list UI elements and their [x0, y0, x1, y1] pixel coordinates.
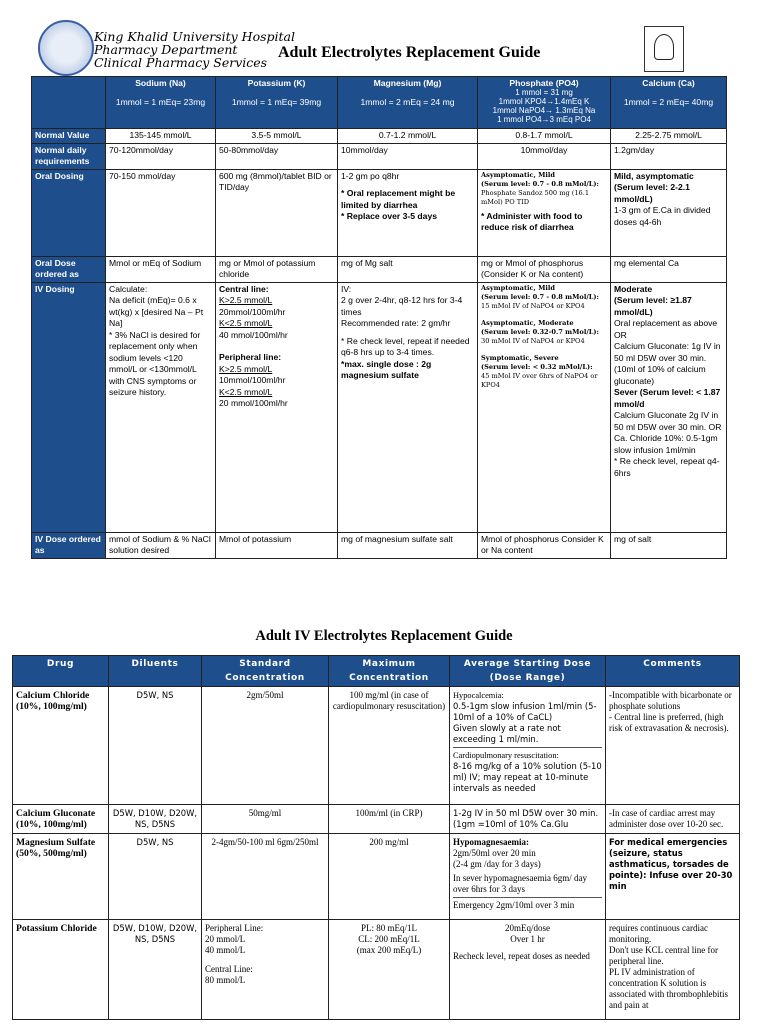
- col-comments: Comments: [606, 656, 740, 687]
- hospital-name-block: [94, 30, 295, 69]
- row-magnesium-sulfate: Magnesium Sulfate (50%, 500mg/ml) D5W, NS 2-4gm/50-100 ml 6gm/250ml 200 mg/ml Hypomagnesaemia: 2gm/50ml over 20 min (2-4 gm /day for 3 days) In sever hypomagnesaemia 6gm/ day over 6hrs for 3 days Emergency 2gm/10ml over 3 min For medical emergencies (seizure, status asthmaticus, torsades de pointe): Infuse over 20-30 min: [13, 834, 740, 920]
- col-phosphate: Phosphate (PO4) 1 mmol = 31 mg 1mmol KPO4→1.4mEq K 1mmol NaPO4→ 1.3mEq Na 1 mmol PO4→3 mEq PO4: [478, 77, 611, 129]
- row-iv-dosing: IV Dosing Calculate: Na deficit (mEq)= 0.6 x wt(kg) x [desired Na – Pt Na] * 3% NaCl is desired for replacement only when sodium levels <120 mmol/L or <130mmol/L with CNS symptoms or seizure history. Central line: K>2.5 mmol/L 20mmol/100ml/hr K<2.5 mmol/L 40 mmol/100ml/hr Peripheral line: K>2.5 mmol/L 10mmol/100ml/hr K<2.5 mmol/L 20 mmol/100ml/hr IV: 2 g over 2-4hr, q8-12 hrs for 3-4 times Recommended rate: 2 gm/hr * Re check level, repeat if needed q6-8 hrs up to 3-4 times. *max. single dose : 2g magnesium sulfate Asymptomatic, Mild (Serum level: 0.7 - 0.8 mMol/L): 15 mMol IV of NaPO4 or KPO4 Asymptomatic, Moderate (Serum level: 0.32-0.7 mMol/L): 30 mMol IV of NaPO4 or KPO4 Symptomatic, Severe (Serum level: < 0.32 mMol/L): 45 mMol IV over 6hrs of NaPO4 or KPO4 Moderate (Serum level: ≥1.87 mmol/dL) Oral replacement as above OR Calcium Gluconate: 1g IV in 50 ml D5W over 30 min. (10ml of 10% of calcium gluconate) Sever (Serum level: < 1.87 mmol/d Calcium Gluconate 2g IV in 50 ml D5W over 30 min. OR Ca. Chloride 10%: 0.5-1gm slow infusion 1ml/min * Re check level, repeat q4-6hrs: [32, 282, 727, 532]
- row-daily-requirements: Normal daily requirements 70-120mmol/day 50-80mmol/day 10mmol/day 10mmol/day 1.2gm/day: [32, 143, 727, 169]
- col-calcium: Calcium (Ca) 1mmol = 2 mEq= 40mg: [611, 77, 727, 129]
- row-potassium-chloride: Potassium Chloride D5W, D10W, D20W, NS, D5NS Peripheral Line: 20 mmol/L 40 mmol/L Central Line: 80 mmol/L PL: 80 mEq/1L CL: 200 mEq/1L (max 200 mEq/L) 20mEq/dose Over 1 hr Recheck level, repeat doses as needed requires continuous cardiac monitoring. Don't use KCL central line for peripheral line. PL IV administration of concentration K solution is associated with thrombophlebitis and pain at: [13, 920, 740, 1020]
- service-name: Clinical Pharmacy Services: [94, 55, 268, 70]
- col-sodium: Sodium (Na) 1mmol = 1 mEq= 23mg: [106, 77, 216, 129]
- row-iv-dose-ordered: IV Dose ordered as mmol of Sodium & % NaCl solution desired Mmol of potassium mg of magnesium sulfate salt Mmol of phosphorus Consider K or Na content mg of salt: [32, 532, 727, 558]
- col-potassium: Potassium (K) 1mmol = 1 mEq= 39mg: [216, 77, 338, 129]
- document-header: [0, 0, 768, 76]
- hospital-name: King Khalid University Hospital: [94, 29, 295, 44]
- col-starting-dose: Average Starting Dose (Dose Range): [450, 656, 606, 687]
- hospital-logo: [38, 20, 94, 76]
- department-name: Pharmacy Department: [94, 42, 238, 57]
- row-calcium-chloride: Calcium Chloride (10%, 100mg/ml) D5W, NS 2gm/50ml 100 mg/ml (in case of cardiopulmonary resuscitation) Hypocalcemia: 0.5-1gm slow infusion 1ml/min (5-10ml of a 10% of CaCL) Given slowly at a rate not exceeding 1 ml/min. Cardiopulmonary resuscitation: 8-16 mg/kg of a 10% solution (5-10 ml) IV; may repeat at 10-minute intervals as needed -Incompatible with bicarbonate or phosphate solutions - Central line is preferred, (high risk of extravasation & necrosis).: [13, 687, 740, 805]
- university-logo: [644, 26, 684, 72]
- row-calcium-gluconate: Calcium Gluconate (10%, 100mg/ml) D5W, D10W, D20W, NS, D5NS 50mg/ml 100m/ml (in CRP) 1-2g IV in 50 ml D5W over 30 min. (1gm =10ml of 10% Ca.Glu -In case of cardiac arrest may administer dose over 10-20 sec.: [13, 805, 740, 834]
- col-maximum-concentration: Maximum Concentration: [329, 656, 450, 687]
- col-magnesium: Magnesium (Mg) 1mmol = 2 mEq = 24 mg: [338, 77, 478, 129]
- page-title: Adult Electrolytes Replacement Guide: [278, 44, 541, 61]
- electrolytes-table: [31, 76, 727, 559]
- col-drug: Drug: [13, 656, 109, 687]
- row-normal-value: Normal Value 135-145 mmol/L 3.5-5 mmol/L 0.7-1.2 mmol/L 0.8-1.7 mmol/L 2.25-2.75 mmol/L: [32, 129, 727, 144]
- row-oral-dosing: Oral Dosing 70-150 mmol/day 600 mg (8mmol)/tablet BID or TID/day 1-2 gm po q8hr * Oral replacement might be limited by diarrhea * Replace over 3-5 days Asymptomatic, Mild (Serum level: 0.7 - 0.8 mMol/L): Phosphate Sandoz 500 mg (16.1 mMol) PO TID * Administer with food to reduce risk of diarrhea Mild, asymptomatic (Serum level: 2-2.1 mmol/dL) 1-3 gm of E.Ca in divided doses q4-6h: [32, 169, 727, 256]
- col-standard-concentration: Standard Concentration: [202, 656, 329, 687]
- col-diluents: Diluents: [109, 656, 202, 687]
- iv-electrolytes-table: [12, 655, 740, 1020]
- row-oral-dose-ordered: Oral Dose ordered as Mmol or mEq of Sodium mg or Mmol of potassium chloride mg of Mg salt mg or Mmol of phosphorus (Consider K or Na content) mg elemental Ca: [32, 256, 727, 282]
- iv-guide-title: Adult IV Electrolytes Replacement Guide: [255, 628, 513, 644]
- corner-cell: [32, 77, 106, 129]
